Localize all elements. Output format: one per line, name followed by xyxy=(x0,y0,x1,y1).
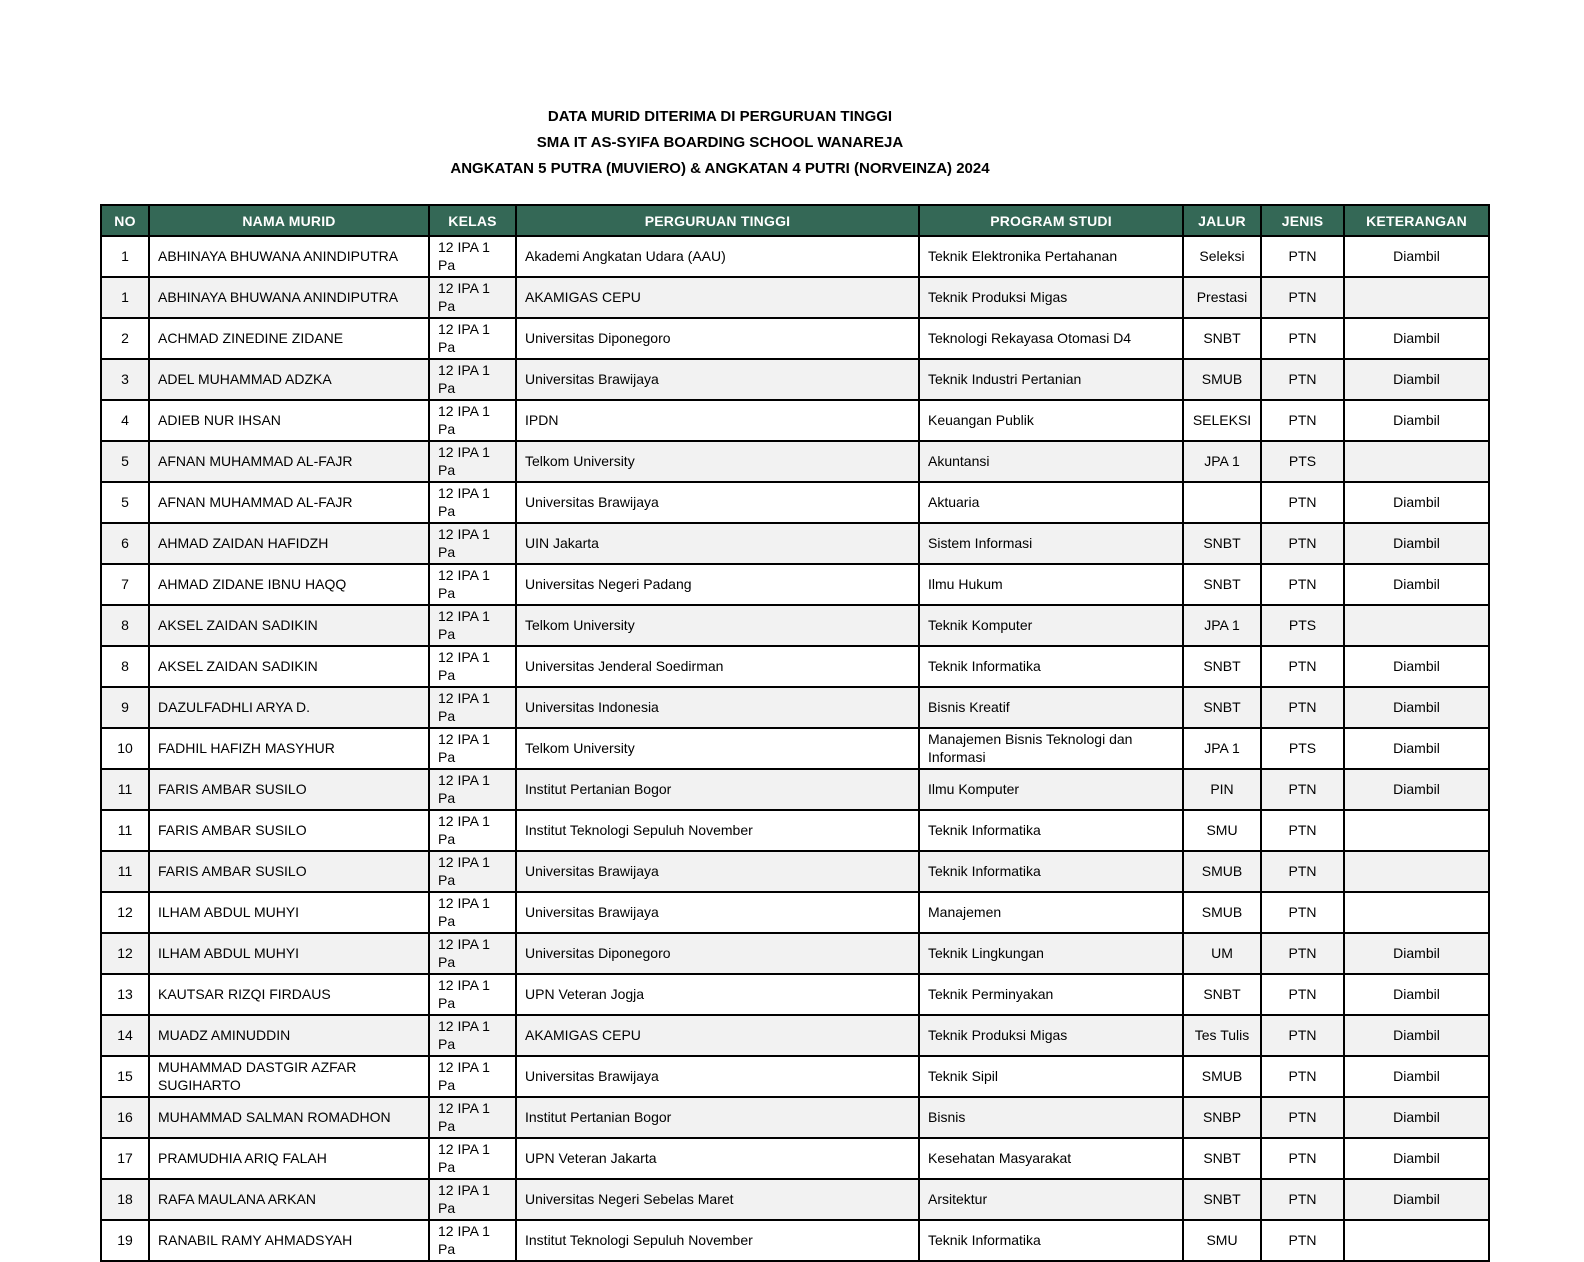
cell-kelas: 12 IPA 1 Pa xyxy=(429,400,516,441)
cell-jenis: PTN xyxy=(1261,687,1344,728)
cell-prodi: Teknik Komputer xyxy=(919,605,1183,646)
table-body xyxy=(101,236,1489,1261)
table-row xyxy=(101,1220,1489,1261)
cell-no: 4 xyxy=(101,400,149,441)
cell-no: 11 xyxy=(101,851,149,892)
cell-kelas: 12 IPA 1 Pa xyxy=(429,728,516,769)
cell-nama: ILHAM ABDUL MUHYI xyxy=(149,933,429,974)
cell-nama: ABHINAYA BHUWANA ANINDIPUTRA xyxy=(149,277,429,318)
cell-nama: AKSEL ZAIDAN SADIKIN xyxy=(149,646,429,687)
cell-ket: Diambil xyxy=(1344,974,1489,1015)
cell-ket: Diambil xyxy=(1344,769,1489,810)
cell-jalur: SNBT xyxy=(1183,687,1261,728)
cell-ket xyxy=(1344,1220,1489,1261)
cell-kelas: 12 IPA 1 Pa xyxy=(429,605,516,646)
column-header-no: NO xyxy=(101,205,149,236)
cell-prodi: Ilmu Komputer xyxy=(919,769,1183,810)
cell-jalur: SNBT xyxy=(1183,318,1261,359)
column-header-nama: NAMA MURID xyxy=(149,205,429,236)
cell-prodi: Teknik Lingkungan xyxy=(919,933,1183,974)
cell-ket xyxy=(1344,810,1489,851)
cell-ket: Diambil xyxy=(1344,728,1489,769)
cell-ket: Diambil xyxy=(1344,482,1489,523)
cell-nama: MUHAMMAD DASTGIR AZFAR SUGIHARTO xyxy=(149,1056,429,1097)
cell-jenis: PTN xyxy=(1261,974,1344,1015)
cell-jenis: PTN xyxy=(1261,359,1344,400)
title-line-2: SMA IT AS-SYIFA BOARDING SCHOOL WANAREJA xyxy=(536,134,904,151)
cell-pt: Universitas Brawijaya xyxy=(516,1056,919,1097)
cell-jalur: Prestasi xyxy=(1183,277,1261,318)
cell-nama: ILHAM ABDUL MUHYI xyxy=(149,892,429,933)
cell-ket xyxy=(1344,441,1489,482)
column-header-jenis: JENIS xyxy=(1261,205,1344,236)
cell-jalur: SELEKSI xyxy=(1183,400,1261,441)
cell-jenis: PTN xyxy=(1261,769,1344,810)
cell-ket: Diambil xyxy=(1344,359,1489,400)
cell-no: 8 xyxy=(101,646,149,687)
cell-kelas: 12 IPA 1 Pa xyxy=(429,646,516,687)
cell-kelas: 12 IPA 1 Pa xyxy=(429,769,516,810)
table-row xyxy=(101,318,1489,359)
cell-jenis: PTN xyxy=(1261,277,1344,318)
cell-ket: Diambil xyxy=(1344,1138,1489,1179)
cell-pt: Telkom University xyxy=(516,728,919,769)
cell-jenis: PTN xyxy=(1261,810,1344,851)
cell-kelas: 12 IPA 1 Pa xyxy=(429,1220,516,1261)
cell-pt: Institut Pertanian Bogor xyxy=(516,769,919,810)
cell-no: 19 xyxy=(101,1220,149,1261)
cell-jalur: SNBT xyxy=(1183,646,1261,687)
cell-pt: Universitas Brawijaya xyxy=(516,359,919,400)
table-row xyxy=(101,851,1489,892)
cell-kelas: 12 IPA 1 Pa xyxy=(429,974,516,1015)
cell-pt: Telkom University xyxy=(516,441,919,482)
cell-jalur: SNBT xyxy=(1183,523,1261,564)
table-row xyxy=(101,1138,1489,1179)
students-table-container xyxy=(100,204,1490,1262)
column-header-jalur: JALUR xyxy=(1183,205,1261,236)
cell-jenis: PTS xyxy=(1261,441,1344,482)
cell-no: 1 xyxy=(101,236,149,277)
cell-pt: Universitas Brawijaya xyxy=(516,851,919,892)
cell-prodi: Teknik Perminyakan xyxy=(919,974,1183,1015)
cell-jalur: Seleksi xyxy=(1183,236,1261,277)
cell-prodi: Manajemen Bisnis Teknologi dan Informasi xyxy=(919,728,1183,769)
cell-jenis: PTS xyxy=(1261,728,1344,769)
cell-nama: RANABIL RAMY AHMADSYAH xyxy=(149,1220,429,1261)
cell-jenis: PTN xyxy=(1261,1056,1344,1097)
cell-nama: ACHMAD ZINEDINE ZIDANE xyxy=(149,318,429,359)
document-title-block xyxy=(100,104,1340,182)
cell-jenis: PTN xyxy=(1261,482,1344,523)
cell-jalur: PIN xyxy=(1183,769,1261,810)
cell-prodi: Teknik Informatika xyxy=(919,1220,1183,1261)
cell-prodi: Teknik Informatika xyxy=(919,646,1183,687)
cell-jalur xyxy=(1183,482,1261,523)
cell-jalur: SMUB xyxy=(1183,1056,1261,1097)
table-row xyxy=(101,359,1489,400)
table-row xyxy=(101,605,1489,646)
cell-nama: MUADZ AMINUDDIN xyxy=(149,1015,429,1056)
cell-ket xyxy=(1344,892,1489,933)
cell-no: 2 xyxy=(101,318,149,359)
cell-no: 3 xyxy=(101,359,149,400)
cell-pt: Universitas Jenderal Soedirman xyxy=(516,646,919,687)
cell-kelas: 12 IPA 1 Pa xyxy=(429,318,516,359)
table-row xyxy=(101,441,1489,482)
cell-pt: Institut Teknologi Sepuluh November xyxy=(516,810,919,851)
cell-pt: Institut Pertanian Bogor xyxy=(516,1097,919,1138)
cell-nama: RAFA MAULANA ARKAN xyxy=(149,1179,429,1220)
cell-kelas: 12 IPA 1 Pa xyxy=(429,892,516,933)
cell-nama: KAUTSAR RIZQI FIRDAUS xyxy=(149,974,429,1015)
cell-jenis: PTN xyxy=(1261,236,1344,277)
cell-ket: Diambil xyxy=(1344,1056,1489,1097)
cell-prodi: Bisnis xyxy=(919,1097,1183,1138)
cell-jalur: SNBT xyxy=(1183,1138,1261,1179)
cell-ket: Diambil xyxy=(1344,933,1489,974)
cell-jenis: PTN xyxy=(1261,318,1344,359)
cell-nama: FARIS AMBAR SUSILO xyxy=(149,851,429,892)
cell-pt: AKAMIGAS CEPU xyxy=(516,1015,919,1056)
table-row xyxy=(101,236,1489,277)
cell-kelas: 12 IPA 1 Pa xyxy=(429,1056,516,1097)
cell-jenis: PTN xyxy=(1261,646,1344,687)
cell-ket: Diambil xyxy=(1344,687,1489,728)
column-header-prodi: PROGRAM STUDI xyxy=(919,205,1183,236)
cell-prodi: Sistem Informasi xyxy=(919,523,1183,564)
table-row xyxy=(101,1056,1489,1097)
cell-nama: MUHAMMAD SALMAN ROMADHON xyxy=(149,1097,429,1138)
cell-prodi: Keuangan Publik xyxy=(919,400,1183,441)
cell-pt: IPDN xyxy=(516,400,919,441)
cell-ket xyxy=(1344,605,1489,646)
students-table xyxy=(100,204,1490,1262)
cell-kelas: 12 IPA 1 Pa xyxy=(429,482,516,523)
cell-no: 12 xyxy=(101,933,149,974)
cell-prodi: Teknik Sipil xyxy=(919,1056,1183,1097)
cell-jenis: PTN xyxy=(1261,1179,1344,1220)
cell-ket: Diambil xyxy=(1344,1097,1489,1138)
cell-ket: Diambil xyxy=(1344,400,1489,441)
cell-nama: AFNAN MUHAMMAD AL-FAJR xyxy=(149,441,429,482)
cell-jenis: PTN xyxy=(1261,1138,1344,1179)
cell-jenis: PTN xyxy=(1261,1097,1344,1138)
cell-jalur: SMUB xyxy=(1183,359,1261,400)
table-row xyxy=(101,277,1489,318)
table-row xyxy=(101,564,1489,605)
table-row xyxy=(101,974,1489,1015)
cell-pt: Universitas Brawijaya xyxy=(516,892,919,933)
table-row xyxy=(101,769,1489,810)
cell-kelas: 12 IPA 1 Pa xyxy=(429,564,516,605)
cell-kelas: 12 IPA 1 Pa xyxy=(429,1138,516,1179)
cell-jalur: UM xyxy=(1183,933,1261,974)
cell-ket: Diambil xyxy=(1344,523,1489,564)
cell-pt: Universitas Negeri Padang xyxy=(516,564,919,605)
table-row xyxy=(101,810,1489,851)
cell-nama: DAZULFADHLI ARYA D. xyxy=(149,687,429,728)
cell-prodi: Manajemen xyxy=(919,892,1183,933)
cell-jenis: PTN xyxy=(1261,933,1344,974)
table-row xyxy=(101,1015,1489,1056)
cell-pt: UPN Veteran Jogja xyxy=(516,974,919,1015)
table-row xyxy=(101,892,1489,933)
table-row xyxy=(101,482,1489,523)
cell-prodi: Kesehatan Masyarakat xyxy=(919,1138,1183,1179)
cell-jenis: PTS xyxy=(1261,605,1344,646)
cell-no: 7 xyxy=(101,564,149,605)
cell-kelas: 12 IPA 1 Pa xyxy=(429,933,516,974)
cell-jenis: PTN xyxy=(1261,564,1344,605)
cell-nama: ADIEB NUR IHSAN xyxy=(149,400,429,441)
cell-no: 1 xyxy=(101,277,149,318)
cell-nama: FARIS AMBAR SUSILO xyxy=(149,810,429,851)
cell-kelas: 12 IPA 1 Pa xyxy=(429,359,516,400)
cell-prodi: Bisnis Kreatif xyxy=(919,687,1183,728)
cell-jenis: PTN xyxy=(1261,400,1344,441)
cell-nama: AKSEL ZAIDAN SADIKIN xyxy=(149,605,429,646)
cell-pt: Universitas Negeri Sebelas Maret xyxy=(516,1179,919,1220)
cell-kelas: 12 IPA 1 Pa xyxy=(429,277,516,318)
cell-pt: UPN Veteran Jakarta xyxy=(516,1138,919,1179)
cell-prodi: Teknik Informatika xyxy=(919,851,1183,892)
cell-kelas: 12 IPA 1 Pa xyxy=(429,1097,516,1138)
cell-jalur: SMUB xyxy=(1183,851,1261,892)
cell-kelas: 12 IPA 1 Pa xyxy=(429,1015,516,1056)
column-header-kelas: KELAS xyxy=(429,205,516,236)
cell-no: 15 xyxy=(101,1056,149,1097)
column-header-ket: KETERANGAN xyxy=(1344,205,1489,236)
cell-kelas: 12 IPA 1 Pa xyxy=(429,810,516,851)
table-row xyxy=(101,933,1489,974)
table-row xyxy=(101,1179,1489,1220)
cell-prodi: Teknik Produksi Migas xyxy=(919,277,1183,318)
cell-nama: AFNAN MUHAMMAD AL-FAJR xyxy=(149,482,429,523)
cell-no: 14 xyxy=(101,1015,149,1056)
cell-no: 16 xyxy=(101,1097,149,1138)
table-row xyxy=(101,646,1489,687)
cell-no: 6 xyxy=(101,523,149,564)
header-row xyxy=(101,205,1489,236)
cell-prodi: Aktuaria xyxy=(919,482,1183,523)
cell-jalur: Tes Tulis xyxy=(1183,1015,1261,1056)
cell-pt: Institut Teknologi Sepuluh November xyxy=(516,1220,919,1261)
cell-kelas: 12 IPA 1 Pa xyxy=(429,236,516,277)
cell-nama: AHMAD ZIDANE IBNU HAQQ xyxy=(149,564,429,605)
cell-no: 12 xyxy=(101,892,149,933)
cell-prodi: Akuntansi xyxy=(919,441,1183,482)
cell-prodi: Teknik Elektronika Pertahanan xyxy=(919,236,1183,277)
cell-pt: Universitas Diponegoro xyxy=(516,933,919,974)
cell-ket: Diambil xyxy=(1344,564,1489,605)
cell-jenis: PTN xyxy=(1261,523,1344,564)
cell-prodi: Teknik Produksi Migas xyxy=(919,1015,1183,1056)
cell-kelas: 12 IPA 1 Pa xyxy=(429,1179,516,1220)
cell-jalur: JPA 1 xyxy=(1183,605,1261,646)
column-header-pt: PERGURUAN TINGGI xyxy=(516,205,919,236)
cell-nama: FARIS AMBAR SUSILO xyxy=(149,769,429,810)
cell-no: 13 xyxy=(101,974,149,1015)
cell-no: 11 xyxy=(101,810,149,851)
cell-pt: Telkom University xyxy=(516,605,919,646)
cell-prodi: Teknik Informatika xyxy=(919,810,1183,851)
cell-pt: Universitas Indonesia xyxy=(516,687,919,728)
cell-nama: AHMAD ZAIDAN HAFIDZH xyxy=(149,523,429,564)
title-line-1: DATA MURID DITERIMA DI PERGURUAN TINGGI xyxy=(547,108,893,125)
table-row xyxy=(101,728,1489,769)
cell-no: 10 xyxy=(101,728,149,769)
cell-nama: ABHINAYA BHUWANA ANINDIPUTRA xyxy=(149,236,429,277)
cell-jalur: SMU xyxy=(1183,1220,1261,1261)
cell-jalur: SNBP xyxy=(1183,1097,1261,1138)
table-row xyxy=(101,1097,1489,1138)
cell-ket: Diambil xyxy=(1344,236,1489,277)
cell-jalur: SMU xyxy=(1183,810,1261,851)
cell-jalur: SNBT xyxy=(1183,974,1261,1015)
cell-kelas: 12 IPA 1 Pa xyxy=(429,851,516,892)
cell-pt: Akademi Angkatan Udara (AAU) xyxy=(516,236,919,277)
cell-ket xyxy=(1344,277,1489,318)
table-row xyxy=(101,523,1489,564)
cell-ket xyxy=(1344,851,1489,892)
cell-jalur: SNBT xyxy=(1183,564,1261,605)
cell-no: 8 xyxy=(101,605,149,646)
cell-prodi: Ilmu Hukum xyxy=(919,564,1183,605)
cell-nama: ADEL MUHAMMAD ADZKA xyxy=(149,359,429,400)
cell-ket: Diambil xyxy=(1344,1015,1489,1056)
cell-pt: Universitas Diponegoro xyxy=(516,318,919,359)
cell-no: 18 xyxy=(101,1179,149,1220)
table-row xyxy=(101,687,1489,728)
cell-jalur: SNBT xyxy=(1183,1179,1261,1220)
cell-prodi: Arsitektur xyxy=(919,1179,1183,1220)
cell-nama: PRAMUDHIA ARIQ FALAH xyxy=(149,1138,429,1179)
cell-ket: Diambil xyxy=(1344,646,1489,687)
cell-jenis: PTN xyxy=(1261,1220,1344,1261)
cell-jenis: PTN xyxy=(1261,1015,1344,1056)
cell-ket: Diambil xyxy=(1344,318,1489,359)
cell-no: 11 xyxy=(101,769,149,810)
cell-jenis: PTN xyxy=(1261,892,1344,933)
cell-no: 9 xyxy=(101,687,149,728)
cell-jalur: JPA 1 xyxy=(1183,728,1261,769)
cell-pt: Universitas Brawijaya xyxy=(516,482,919,523)
cell-jalur: SMUB xyxy=(1183,892,1261,933)
cell-jenis: PTN xyxy=(1261,851,1344,892)
cell-nama: FADHIL HAFIZH MASYHUR xyxy=(149,728,429,769)
cell-kelas: 12 IPA 1 Pa xyxy=(429,523,516,564)
cell-no: 17 xyxy=(101,1138,149,1179)
cell-kelas: 12 IPA 1 Pa xyxy=(429,687,516,728)
cell-no: 5 xyxy=(101,441,149,482)
cell-prodi: Teknik Industri Pertanian xyxy=(919,359,1183,400)
cell-pt: UIN Jakarta xyxy=(516,523,919,564)
table-row xyxy=(101,400,1489,441)
cell-ket: Diambil xyxy=(1344,1179,1489,1220)
cell-kelas: 12 IPA 1 Pa xyxy=(429,441,516,482)
title-line-3: ANGKATAN 5 PUTRA (MUVIERO) & ANGKATAN 4 PUTRI (NORVEINZA) 2024 xyxy=(450,160,990,177)
cell-pt: AKAMIGAS CEPU xyxy=(516,277,919,318)
cell-prodi: Teknologi Rekayasa Otomasi D4 xyxy=(919,318,1183,359)
cell-jalur: JPA 1 xyxy=(1183,441,1261,482)
cell-no: 5 xyxy=(101,482,149,523)
